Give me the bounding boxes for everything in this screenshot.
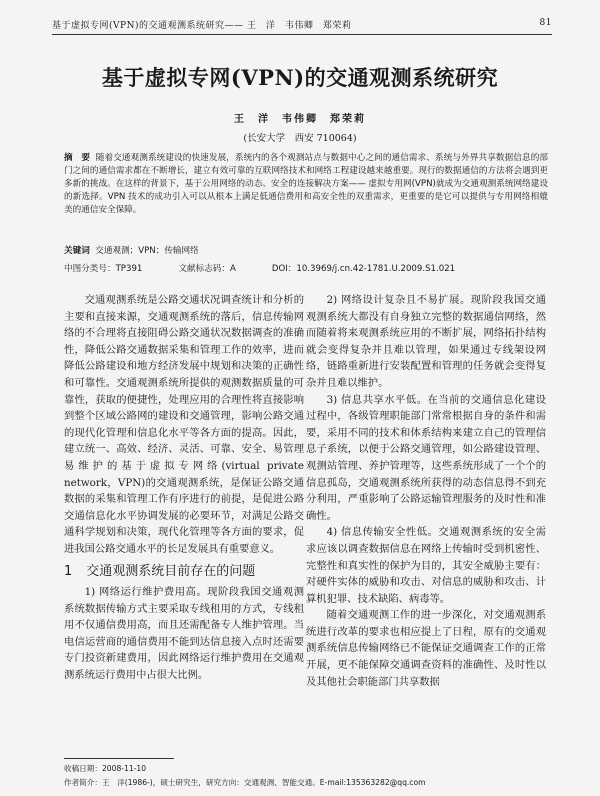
section-title: 交通观测系统目前存在的问题 <box>86 563 256 579</box>
body-column-left <box>64 292 304 684</box>
section-number: 1 <box>64 563 73 579</box>
intro-paragraph: 交通观测系统是公路交通状况调查统计和分析的主要和直接来源，交通观测系统的落后，信息传输网络的不合理将直接阻碍公路交通状况数据调查的准确性，降低公路交通数据采集和管理工作的效率，进而降低公路建设和地方经济发展中规划和决策的正确性和可靠性。交通观测系统所提供的观测数据质量的可靠性，获取的便捷性，处理应用的合理性将直接影响到整个区域公路网的建设和交通管理，影响公路交通的现代化管理和信息化水平等各方面的提高。因此，建立统一、高效、经济、灵活、可靠、安全、易管理易维护的基于虚拟专网络(virtual private network，VPN)的交通观测系统，是保证公路交通数据的采集和管理工作有序进行的前提，是促进公路交通信息化水平协调发展的必要环节，对满足公路交通科学规划和决策，现代化管理等各方面的要求，促进我国公路交通水平的长足发展具有重要意义。 <box>64 294 304 555</box>
page-number: 81 <box>539 18 552 28</box>
classification <box>64 262 548 274</box>
keywords-label: 关键词 <box>64 246 90 256</box>
author-bio: 作者简介：王 洋(1986-)，硕士研究生，研究方向：交通观测、智能交通。E-mail:135363282@qq.com <box>64 778 426 787</box>
running-title: 基于虚拟专网(VPN)的交通观测系统研究—— 王 洋 韦伟卿 郑荣莉 <box>52 21 352 31</box>
abstract <box>64 152 548 217</box>
problem-2-paragraph: 2) 网络设计复杂且不易扩展。现阶段我国交通观测系统大都没有自身独立完整的数据通信网络，然而随着将来观测系统应用的不断扩展，网络拓扑结构就会变得复杂并且难以管理，如果通过专线架设网络，链路重新进行安装配置和管理的任务就会变得复杂并且难以维护。 <box>306 294 546 389</box>
clc-number: 中图分类号：TP391 <box>64 264 143 274</box>
body-column-right <box>306 292 546 690</box>
running-header <box>52 18 552 35</box>
received-date: 收稿日期：2008-11-10 <box>64 764 147 773</box>
keywords <box>64 244 548 256</box>
problem-4-paragraph: 4) 信息传输安全性低。交通观测系统的安全需求应该以调查数据信息在网络上传输时受到机密性、完整性和真实性的保护为目的，其安全威胁主要有：对硬件实体的威胁和攻击、对信息的威胁和攻击、计算机犯罪、技术缺陷、病毒等。 <box>306 526 546 605</box>
document-code: 文献标志码：A <box>178 264 236 274</box>
problem-3-paragraph: 3) 信息共享水平低。在当前的交通信息化建设过程中，各级管理职能部门常常根据自身的条件和需要，采用不同的技术和体系结构来建立自己的管理信息子系统，以便于公路交通管理，如公路建设管理、观测站管理、养护管理等，这些系统形成了一个个的信息孤岛，交通观测系统所获得的动态信息得不到充分利用，严重影响了公路运输管理服务的及时性和准确性。 <box>306 393 546 522</box>
authors: 王 洋 韦伟卿 郑荣莉 <box>234 114 366 125</box>
section-heading <box>64 564 304 581</box>
conclusion-paragraph: 随着交通观测工作的进一步深化，对交通观测系统进行改革的要求也相应提上了日程，原有的交通观测系统信息传输网络已不能保证交通调查工作的正常开展，更不能保障交通调查资料的准确性、及时性以及其他社会职能部门共享数据 <box>306 609 546 688</box>
footnote-divider <box>64 758 174 759</box>
affiliation: (长安大学 西安 710064) <box>243 133 357 144</box>
keywords-text: 交通观测；VPN；传输网络 <box>95 246 199 256</box>
problem-1-paragraph: 1) 网络运行维护费用高。现阶段我国交通观测系统数据传输方式主要采取专线租用的方式，专线租用不仅通信费用高，而且还需配备专人维护管理。当电信运营商的通信费用不能到达信息接入点时还需要专门投资新建费用，因此网络运行维护费用在交通观测系统运行费用中占很大比例。 <box>64 586 304 682</box>
abstract-label: 摘 要 <box>64 153 91 163</box>
paper-title: 基于虚拟专网(VPN)的交通观测系统研究 <box>101 65 499 90</box>
doi: DOI：10.3969/j.cn.42-1781.U.2009.S1.021 <box>271 264 456 274</box>
abstract-text: 随着交通观测系统建设的快速发展，系统内的各个观测站点与数据中心之间的通信需求、系统与外界共享数据信息的部门之间的通信需求都在不断增长，建立有效可靠的互联网络技术和网络工程建设越来越重要。现行的数据通信的方法将会遇到更多新的挑战。在这样的背景下，基于公用网络的动态、安全的连接解决方案—— 虚拟专用网(VPN)就成为交通观测系统网络建设的新选择。VPN 技术的成功引入可以从根本上满足低通信费用和高安全性的双重需求，更重要的是它可以提供与专用网络相媲美的通信安全保障。 <box>64 153 548 215</box>
